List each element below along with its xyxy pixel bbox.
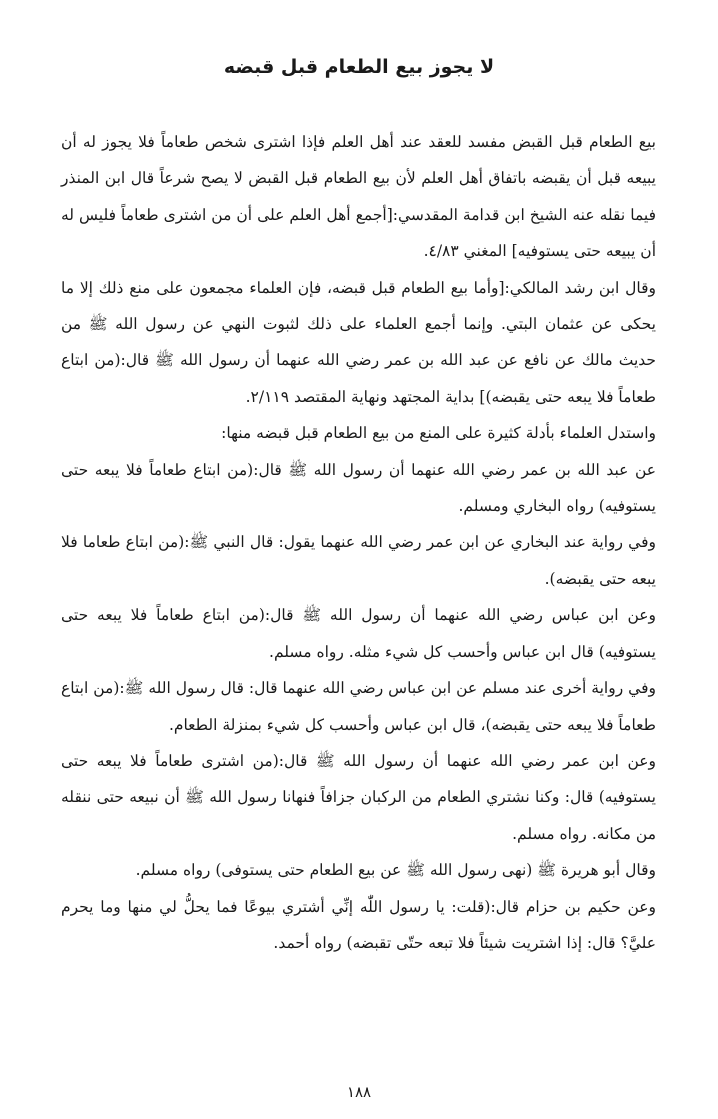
- paragraph: وفي رواية أخرى عند مسلم عن ابن عباس رضي الله عنهما قال: قال رسول الله ﷺ:(من ابتاع طعاماً فلا يبعه حتى يقبضه)، قال ابن عباس وأحسب كل شيء بمنزلة الطعام.: [61, 679, 656, 734]
- paragraph: بيع الطعام قبل القبض مفسد للعقد عند أهل العلم فإذا اشترى شخص طعاماً فلا يجوز له أن يبيعه قبل أن يقبضه باتفاق أهل العلم لأن بيع الطعام قبل القبض لا يصح شرعاً قال ابن المنذر فيما نقله عنه الشيخ ابن قدامة المقدسي:[أجمع أهل العلم على أن من اشترى طعاماً فليس له أن يبيعه حتى يستوفيه] المغني ٤/٨٣.: [61, 133, 656, 261]
- paragraph: واستدل العلماء بأدلة كثيرة على المنع من بيع الطعام قبل قبضه منها:: [221, 424, 656, 443]
- paragraph: وعن حكيم بن حزام قال:(قلت: يا رسول اللّٰه إنِّي أشتري بيوعًا فما يحلُّ لي منها وما يحرم عليَّ؟ قال: إذا اشتريت شيئاً فلا تبعه حتّى تقبضه) رواه أحمد.: [61, 897, 656, 952]
- paragraph: وعن ابن عباس رضي الله عنهما أن رسول الله ﷺ قال:(من ابتاع طعاماً فلا يبعه حتى يستوفيه) قال ابن عباس وأحسب كل شيء مثله. رواه مسلم.: [61, 606, 656, 661]
- paragraph: وقال أبو هريرة ﷺ (نهى رسول الله ﷺ عن بيع الطعام حتى يستوفى) رواه مسلم.: [135, 861, 656, 880]
- body-text: [61, 124, 656, 961]
- page-number: ١٨٨: [346, 1083, 372, 1101]
- page-title: لا يجوز بيع الطعام قبل قبضه: [223, 56, 495, 78]
- paragraph: وعن ابن عمر رضي الله عنهما أن رسول الله ﷺ قال:(من اشترى طعاماً فلا يبعه حتى يستوفيه) قال: وكنا نشتري الطعام من الركبان جزافاً فنهانا رسول الله ﷺ أن نبيعه حتى ننقله من مكانه. رواه مسلم.: [61, 751, 656, 843]
- paragraph: وقال ابن رشد المالكي:[وأما بيع الطعام قبل قبضه، فإن العلماء مجمعون على منع ذلك إلا ما يحكى عن عثمان البتي. وإنما أجمع العلماء على ذلك لثبوت النهي عن رسول الله ﷺ من حديث مالك عن نافع عن عبد الله بن عمر رضي الله عنهما أن رسول الله ﷺ قال:(من ابتاع طعاماً فلا يبعه حتى يقبضه)] بداية المجتهد ونهاية المقتصد ٢/١١٩.: [61, 278, 656, 406]
- paragraph: عن عبد الله بن عمر رضي الله عنهما أن رسول الله ﷺ قال:(من ابتاع طعاماً فلا يبعه حتى يستوفيه) رواه البخاري ومسلم.: [61, 460, 656, 516]
- paragraph: وفي رواية عند البخاري عن ابن عمر رضي الله عنهما يقول: قال النبي ﷺ:(من ابتاع طعاما فلا يبعه حتى يقبضه).: [61, 533, 656, 588]
